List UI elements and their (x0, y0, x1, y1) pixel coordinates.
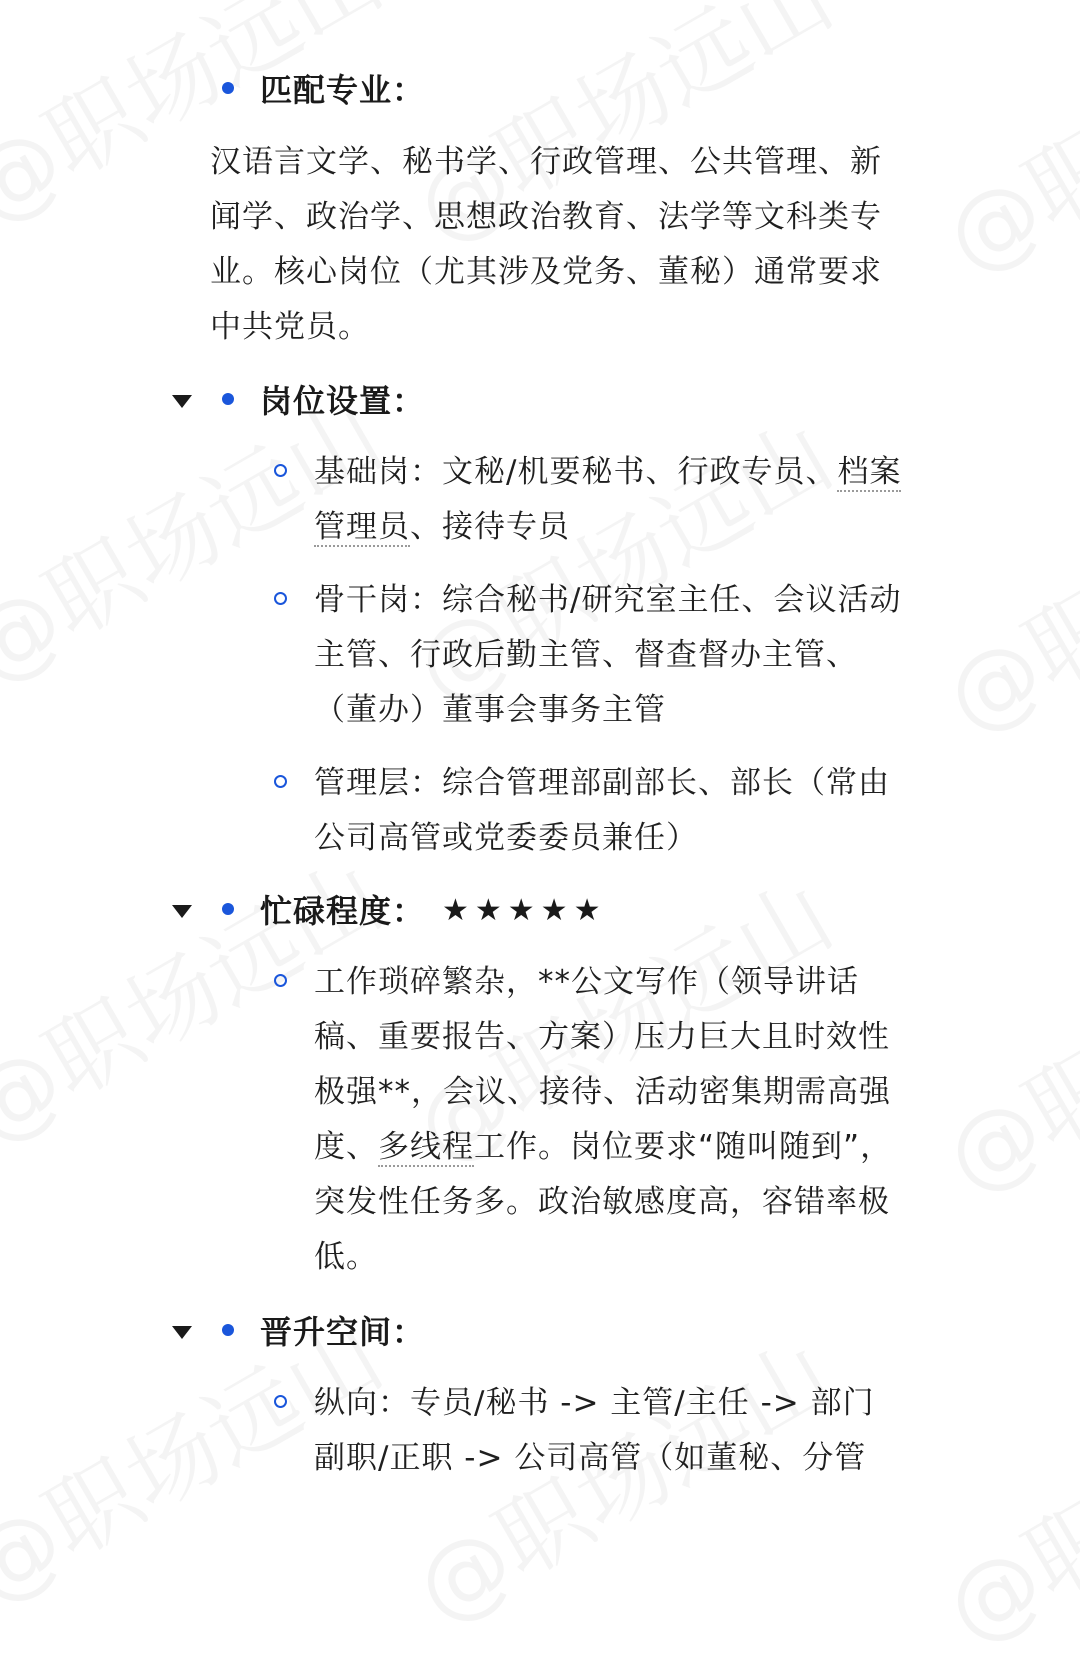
watermark (918, 414, 1080, 758)
watermark (918, 0, 1080, 298)
collapse-caret-icon[interactable] (172, 395, 192, 408)
collapse-caret-icon[interactable] (172, 1326, 192, 1339)
list-item-text: 工作琐碎繁杂，**公文写作（领导讲话稿、重要报告、方案）压力巨大且时效性极强**，会议、接待、活动密集期需高强度、多线程工作。岗位要求“随叫随到”，突发性任务多。政治敏感度高，容错率极低。 (314, 964, 893, 1275)
section-heading-major (0, 62, 1080, 118)
bullet-dot-icon (222, 393, 234, 405)
list-item-text: 骨干岗：综合秘书/研究室主任、会议活动主管、行政后勤主管、督查督办主管、（董办）董事会事务主管 (314, 582, 902, 728)
circle-bullet-icon (274, 592, 287, 605)
bullet-dot-icon (222, 1324, 234, 1336)
list-item-text: 基础岗：文秘/机要秘书、行政专员、档案管理员、接待专员 (314, 454, 902, 545)
heading-text: 晋升空间： (260, 1313, 426, 1351)
circle-bullet-icon (274, 1395, 287, 1408)
major-paragraph: 汉语言文学、秘书学、行政管理、公共管理、新闻学、政治学、思想政治教育、法学等文科类专业。核心岗位（尤其涉及党务、董秘）通常要求中共党员。 (210, 144, 882, 345)
term-underline[interactable]: 档案管理员 (314, 454, 902, 545)
collapse-caret-icon[interactable] (172, 905, 192, 918)
term-underline[interactable]: 多线程 (378, 1129, 474, 1165)
circle-bullet-icon (274, 974, 287, 987)
circle-bullet-icon (274, 464, 287, 477)
bullet-dot-icon (222, 903, 234, 915)
section-heading-busy[interactable] (0, 883, 1080, 939)
heading-text: 岗位设置： (260, 382, 426, 420)
heading-text: 忙碌程度： (260, 892, 426, 930)
list-item-text: 纵向：专员/秘书 -> 主管/主任 -> 部门副职/正职 -> 公司高管（如董秘、分管 (314, 1385, 875, 1476)
watermark (918, 1324, 1080, 1668)
list-item-text: 管理层：综合管理部副部长、部长（常由公司高管或党委委员兼任） (314, 765, 890, 856)
section-heading-promotion[interactable] (0, 1304, 1080, 1360)
star-rating: ★★★★★ (442, 893, 607, 928)
circle-bullet-icon (274, 775, 287, 788)
bullet-dot-icon (222, 82, 234, 94)
heading-text: 匹配专业： (260, 71, 426, 109)
section-heading-positions[interactable] (0, 373, 1080, 429)
